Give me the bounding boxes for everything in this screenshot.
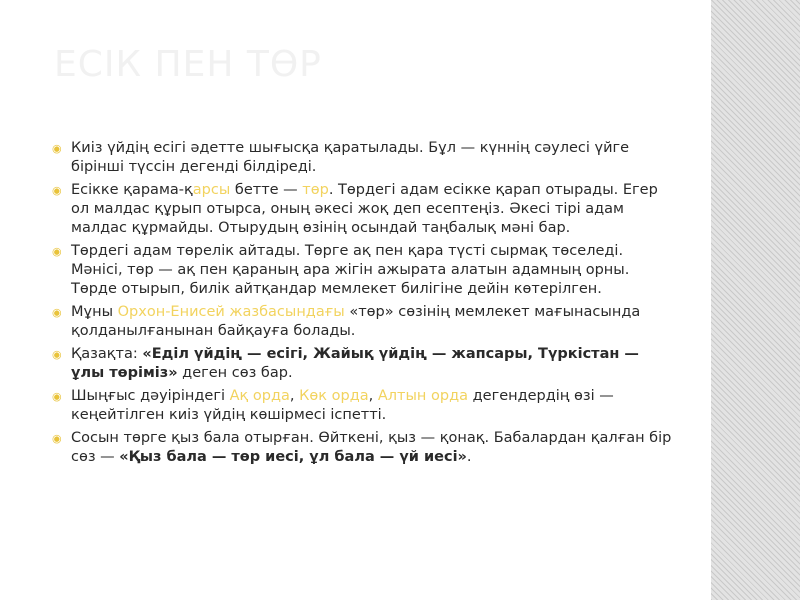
item-text: дегендердің өзі — кеңейтілген киіз үйдің көшірмесі іспетті. — [71, 388, 614, 423]
item-text: Шыңғыс дәуіріндегі — [71, 388, 230, 404]
link-kok-orda[interactable]: Көк орда — [299, 388, 369, 404]
bullet-icon: ◉ — [52, 142, 62, 155]
item-text: деген сөз бар. — [177, 365, 293, 381]
list-item — [52, 387, 674, 425]
item-text: Сосын төрге қыз бала отырған. Өйткені, қыз — қонақ. Бабалардан қалған бір сөз — — [71, 430, 672, 465]
item-text: . Төрдегі адам есікке қарап отырады. Егер ол малдас құрып отырса, оның әкесі жоқ деп есептеңіз. Әкесі тірі адам малдас құрмайды. Отырудың өзінің осындай таңбалық мәні бар. — [71, 182, 658, 236]
item-text: бетте — — [230, 182, 303, 198]
list-item — [52, 242, 674, 299]
list-item — [52, 181, 674, 238]
link-altyn-orda[interactable]: Алтын орда — [377, 388, 469, 404]
list-item — [52, 345, 674, 383]
decorative-side-stripe — [711, 0, 800, 600]
bullet-icon: ◉ — [52, 432, 62, 445]
item-text: Есікке қарама-қ — [71, 182, 193, 198]
list-item — [52, 429, 674, 467]
bullet-icon: ◉ — [52, 348, 62, 361]
bullet-icon: ◉ — [52, 184, 62, 197]
link-arsy[interactable]: арсы — [192, 182, 231, 198]
link-ak-orda[interactable]: Ақ орда — [229, 388, 290, 404]
link-tor[interactable]: төр — [302, 182, 329, 198]
item-text: «төр» сөзінің мемлекет мағынасында қолданылғанынан байқауға болады. — [71, 304, 641, 339]
slide-title: ЕСІК ПЕН ТӨР — [54, 44, 322, 85]
content-list — [52, 139, 674, 471]
item-text: , — [368, 388, 378, 404]
bullet-icon: ◉ — [52, 390, 62, 403]
item-text: Киіз үйдің есігі әдетте шығысқа қаратылады. Бұл — күннің сәулесі үйге бірінші түссін дегенді білдіреді. — [71, 140, 630, 175]
bullet-icon: ◉ — [52, 245, 62, 258]
proverb-quote: «Еділ үйдің — есігі, Жайық үйдің — жапсары, Түркістан — ұлы төріміз» — [71, 346, 639, 381]
item-text: Төрдегі адам төрелік айтады. Төрге ақ пен қара түсті сырмақ төселеді. Мәнісі, төр — ақ пен қараның ара жігін ажырата алатын адамның орны. Төрде отырып, билік айтқандар мемлекет билігіне дейін көтерілген. — [71, 243, 630, 297]
proverb-quote: «Қыз бала — төр иесі, ұл бала — үй иесі» — [119, 449, 467, 465]
link-orkhon-yenisei[interactable]: Орхон-Енисей жазбасындағы — [117, 304, 350, 320]
item-text: . — [466, 449, 472, 465]
item-text: , — [289, 388, 300, 404]
list-item — [52, 303, 674, 341]
item-text: Қазақта: — [71, 346, 143, 362]
bullet-icon: ◉ — [52, 306, 62, 319]
list-item — [52, 139, 674, 177]
item-text: Мұны — [71, 304, 118, 320]
